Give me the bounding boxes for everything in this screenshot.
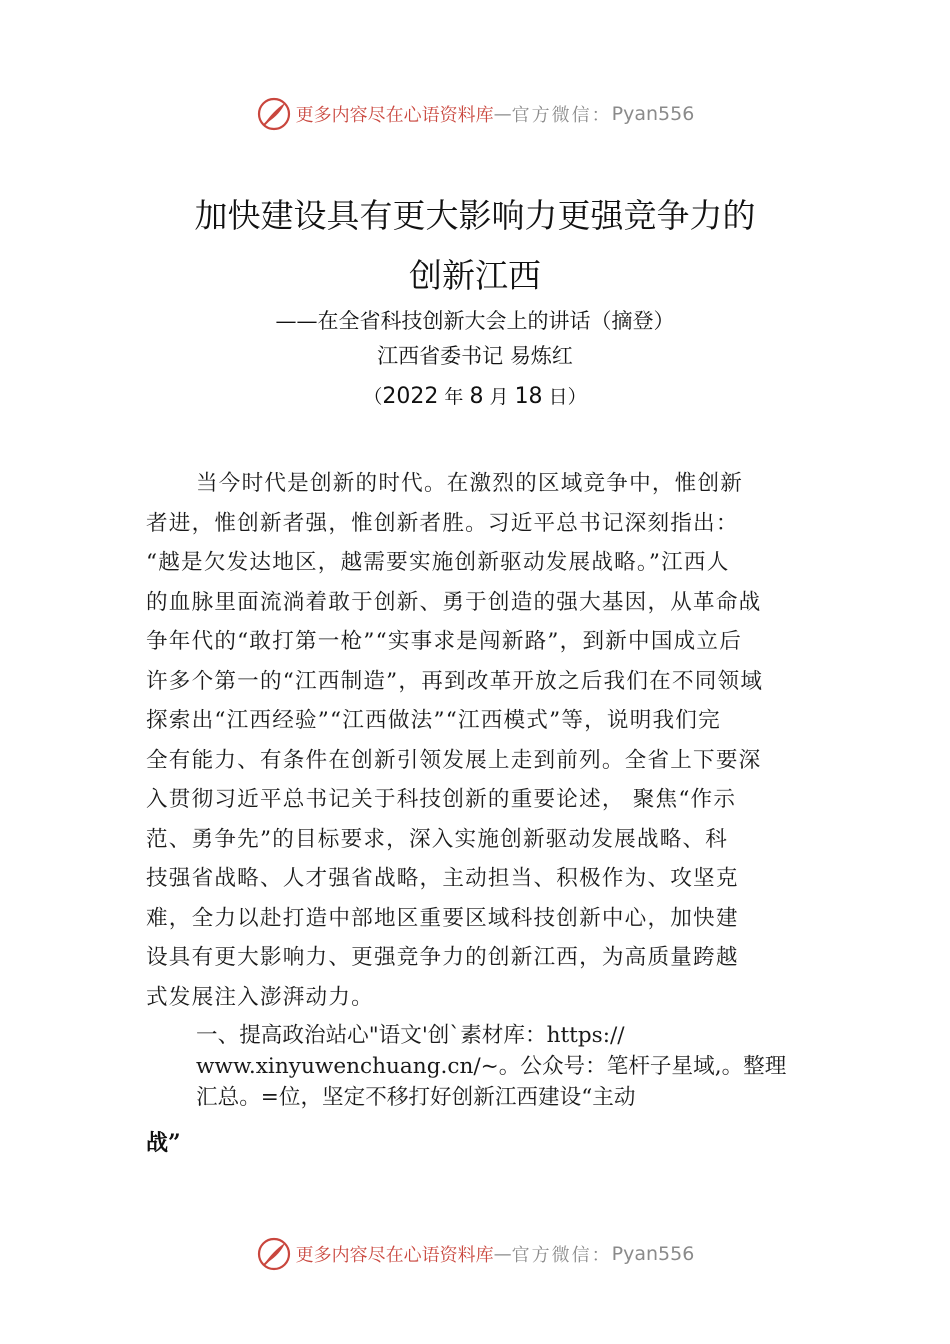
date-year-unit: 年 — [438, 386, 470, 408]
heading-line: www.xinyuwenchuang.cn/~。公众号：笔杆子星域,。整理 — [196, 1054, 787, 1079]
date-year: 2022 — [382, 384, 439, 409]
header-banner — [0, 94, 950, 134]
paragraph-line: 设具有更大影响力、更强竞争力的创新江西，为高质量跨越 — [146, 945, 739, 970]
date-close: ） — [567, 386, 587, 408]
date-day-unit: 日 — [542, 386, 568, 408]
heading-line: 一、提高政治站心"语文'创`素材库：https:// — [196, 1023, 625, 1048]
paragraph-line: 者进，惟创新者强，惟创新者胜。习近平总书记深刻指出： — [146, 510, 739, 536]
heading-tail: 战” — [146, 1130, 181, 1156]
paragraph-line: 的血脉里面流淌着敢于创新、勇于创造的强大基因，从革命战 — [146, 589, 762, 615]
paragraph-line: 许多个第一的“江西制造”，再到改革开放之后我们在不同领域 — [146, 668, 764, 694]
section-heading — [196, 1020, 846, 1113]
document-subtitle: ——在全省科技创新大会上的讲话（摘登） — [275, 309, 675, 333]
banner-wechat-label: 官方微信： — [511, 105, 612, 126]
heading-line: 汇总。=位，坚定不移打好创新江西建设“主动 — [196, 1085, 636, 1110]
paragraph-line: 范、勇争先”的目标要求，深入实施创新驱动发展战略、科 — [146, 826, 729, 852]
document-title-line2: 创新江西 — [409, 256, 541, 295]
document-author: 江西省委书记 易炼红 — [377, 344, 573, 368]
date-open: （ — [363, 386, 383, 408]
document-date — [0, 382, 950, 409]
paragraph-line: 入贯彻习近平总书记关于科技创新的重要论述， 聚焦“作示 — [146, 787, 737, 812]
paragraph-line: 探索出“江西经验”“江西做法”“江西模式”等，说明我们完 — [146, 708, 721, 733]
quill-logo-icon — [256, 1236, 292, 1272]
paragraph-line: 全有能力、有条件在创新引领发展上走到前列。全省上下要深 — [146, 747, 762, 773]
banner-brand: 更多内容尽在心语资料库 — [295, 105, 494, 126]
document-title-line1: 加快建设具有更大影响力更强竞争力的 — [194, 196, 756, 235]
footer-banner — [0, 1234, 950, 1274]
banner-wechat-id: Pyan556 — [611, 103, 695, 125]
body-paragraph — [146, 464, 806, 1017]
paragraph-line: 难，全力以赴打造中部地区重要区域科技创新中心，加快建 — [146, 905, 739, 931]
banner-wechat-label: 官方微信： — [511, 1245, 612, 1266]
date-month-unit: 月 — [483, 386, 515, 408]
banner-wechat-id: Pyan556 — [611, 1243, 695, 1265]
date-month: 8 — [469, 384, 484, 409]
banner-brand: 更多内容尽在心语资料库 — [295, 1245, 494, 1266]
quill-logo-icon — [256, 96, 292, 132]
banner-dash: — — [493, 1243, 512, 1265]
banner-dash: — — [493, 103, 512, 125]
paragraph-line: “越是欠发达地区，越需要实施创新驱动发展战略。”江西人 — [146, 550, 730, 575]
paragraph-line: 争年代的“敢打第一枪”“实事求是闯新路”，到新中国成立后 — [146, 629, 743, 654]
date-day: 18 — [514, 384, 543, 409]
paragraph-line: 式发展注入澎湃动力。 — [146, 984, 374, 1010]
paragraph-line: 技强省战略、人才强省战略，主动担当、积极作为、攻坚克 — [146, 866, 739, 891]
paragraph-line: 当今时代是创新的时代。在激烈的区域竞争中，惟创新 — [196, 471, 744, 496]
